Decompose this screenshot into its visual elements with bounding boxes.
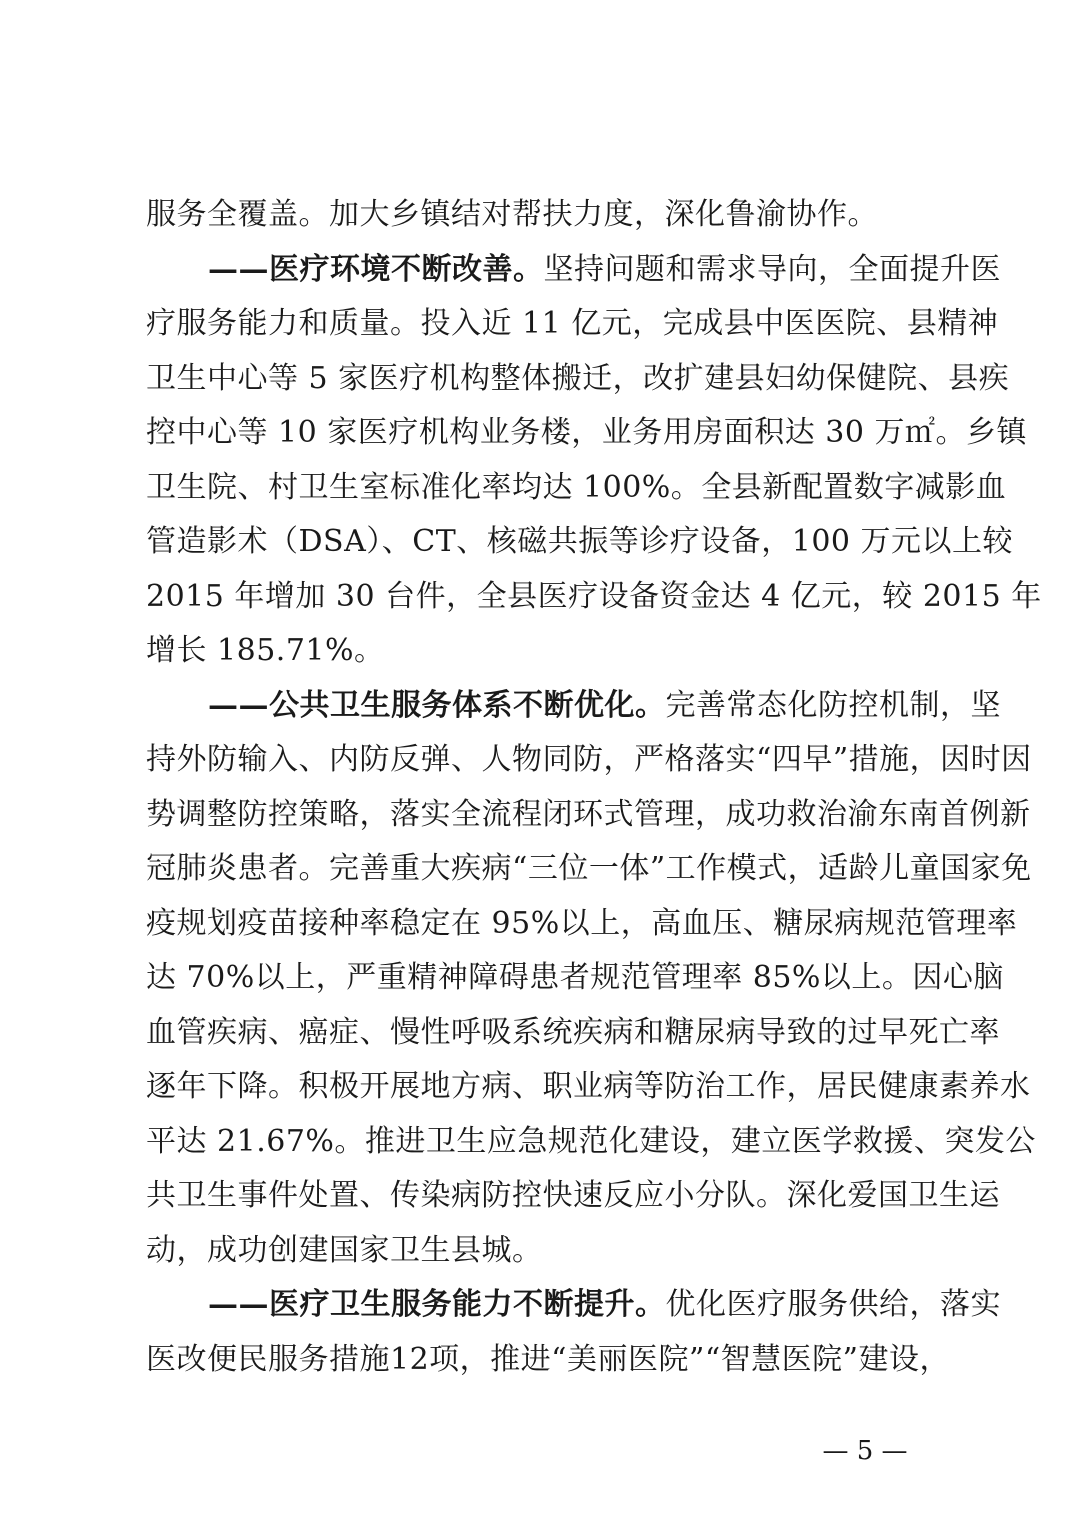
section-heading-medical-environment: ——医疗环境不断改善。 [208,251,544,287]
text-line: 医改便民服务措施12项，推进“美丽医院”“智慧医院”建设， [146,1341,951,1377]
text-line: 2015 年增加 30 台件，全县医疗设备资金达 4 亿元，较 2015 年 [146,578,1042,614]
text-line: 卫生院、村卫生室标准化率均达 100%。全县新配置数字减影血 [146,469,1007,505]
text-line: 共卫生事件处置、传染病防控快速反应小分队。深化爱国卫生运 [146,1178,1000,1213]
text-line: 卫生中心等 5 家医疗机构整体搬迁，改扩建县妇幼保健院、县疾 [146,360,1010,396]
section-first-line [146,679,1001,734]
text-line: 管造影术（DSA）、CT、核磁共振等诊疗设备，100 万元以上较 [146,524,1014,559]
text-line: 疗服务能力和质量。投入近 11 亿元，完成县中医医院、县精神 [146,306,999,341]
body-text [146,188,1042,1387]
section-first-line [146,1278,1001,1333]
text-line: 达 70%以上，严重精神障碍患者规范管理率 85%以上。因心脑 [146,960,1004,995]
text-line: 疫规划疫苗接种率稳定在 95%以上，高血压、糖尿病规范管理率 [146,905,1018,941]
section-heading-service-capacity: ——医疗卫生服务能力不断提升。 [208,1287,666,1322]
text-line: 冠肺炎患者。完善重大疾病“三位一体”工作模式，适龄儿童国家免 [146,851,1032,886]
text-line: 势调整防控策略，落实全流程闭环式管理，成功救治渝东南首例新 [146,796,1031,832]
section-lead-text: 优化医疗服务供给，落实 [665,1287,1001,1322]
section-lead-text: 完善常态化防控机制，坚 [665,687,1001,723]
text-line: 平达 21.67%。推进卫生应急规范化建设，建立医学救援、突发公 [146,1123,1036,1159]
section-first-line [146,243,1001,298]
text-line: 血管疾病、癌症、慢性呼吸系统疾病和糖尿病导致的过早死亡率 [146,1014,1000,1050]
section-lead-text: 坚持问题和需求导向，全面提升医 [543,251,1001,287]
section-heading-public-health: ——公共卫生服务体系不断优化。 [208,687,666,723]
text-line: 逐年下降。积极开展地方病、职业病等防治工作，居民健康素养水 [146,1069,1031,1104]
text-line: 服务全覆盖。加大乡镇结对帮扶力度，深化鲁渝协作。 [146,197,878,232]
text-line: 持外防输入、内防反弹、人物同防，严格落实“四早”措施，因时因 [146,742,1032,777]
text-line: 增长 185.71%。 [146,633,385,668]
page-number: — 5 — [822,1436,908,1466]
text-line: 动，成功创建国家卫生县城。 [146,1232,543,1268]
text-line: 控中心等 10 家医疗机构业务楼，业务用房面积达 30 万㎡。乡镇 [146,415,1027,450]
